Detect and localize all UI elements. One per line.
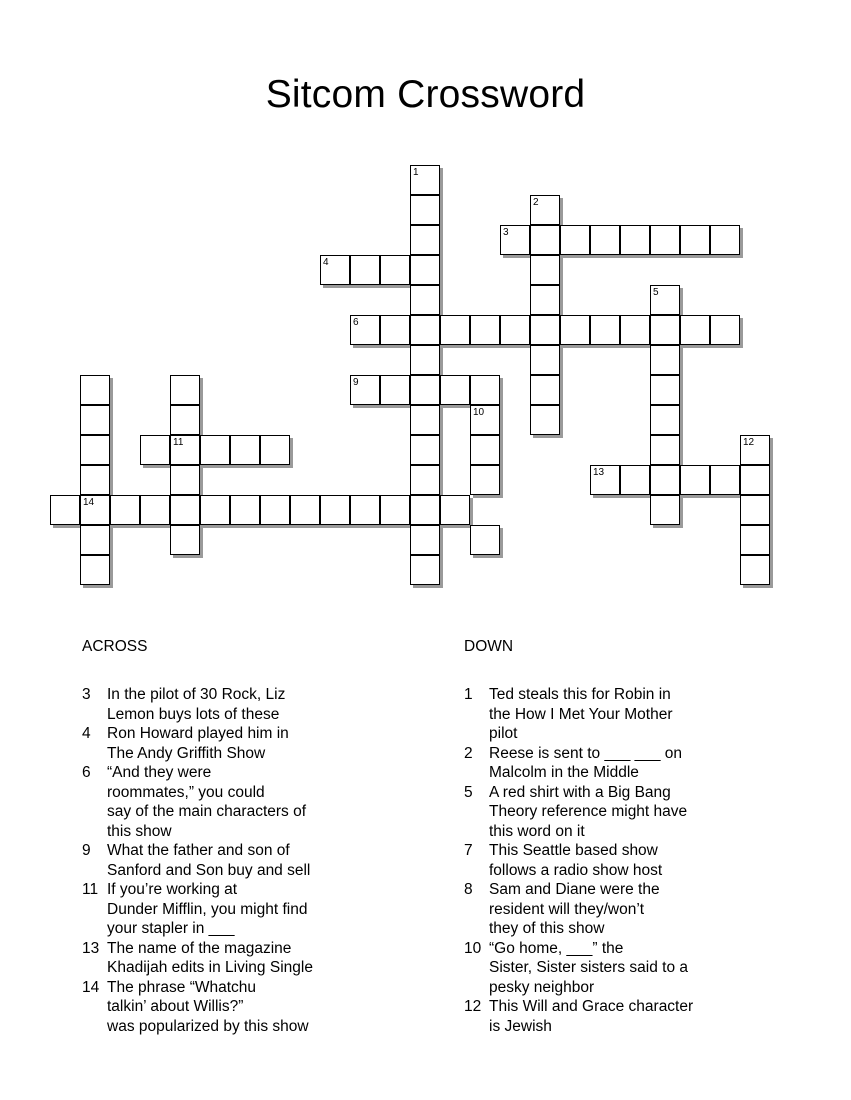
grid-cell[interactable] [740,495,770,525]
cell-number: 4 [323,257,329,268]
grid-cell[interactable] [320,495,350,525]
cell-number: 14 [83,497,95,508]
down-clue-list [464,685,724,1036]
page-title: Sitcom Crossword [265,73,586,116]
cell-number: 6 [353,317,359,328]
down-clue [464,744,724,783]
across-clue [82,978,342,1037]
clue-text: Ron Howard played him in The Andy Griffith Show [107,725,289,762]
across-clue [82,939,342,978]
down-clue [464,783,724,842]
grid-cell[interactable] [680,315,710,345]
clue-number: 10 [464,939,482,957]
grid-cell[interactable] [170,375,200,405]
grid-cell[interactable] [380,315,410,345]
clue-number: 6 [82,764,91,781]
grid-cell[interactable] [80,525,110,555]
grid-cell[interactable] [560,225,590,255]
grid-cell[interactable] [530,195,560,225]
grid-cell[interactable] [530,375,560,405]
grid-cell[interactable] [530,315,560,345]
grid-cell[interactable] [650,225,680,255]
grid-cell[interactable] [680,465,710,495]
grid-cell[interactable] [530,255,560,285]
grid-cell[interactable] [170,465,200,495]
grid-cell[interactable] [80,465,110,495]
grid-cell[interactable] [170,525,200,555]
grid-cell[interactable] [470,315,500,345]
grid-cell[interactable] [650,315,680,345]
cell-number: 13 [593,467,605,478]
down-heading: DOWN [464,638,514,655]
grid-cell[interactable] [80,555,110,585]
grid-cell[interactable] [650,405,680,435]
clue-number: 11 [82,881,99,898]
grid-cell[interactable] [140,435,170,465]
cell-number: 2 [533,197,539,208]
clue-number: 8 [464,881,473,898]
grid-cell[interactable] [140,495,170,525]
grid-cell[interactable] [650,465,680,495]
grid-cell[interactable] [620,465,650,495]
grid-cell[interactable] [740,435,770,465]
grid-cell[interactable] [530,225,560,255]
grid-cell[interactable] [80,435,110,465]
clue-number: 2 [464,744,473,762]
grid-cell[interactable] [320,255,350,285]
grid-cell[interactable] [410,225,440,255]
grid-cell[interactable] [530,285,560,315]
grid-cell[interactable] [500,225,530,255]
clue-number: 9 [82,842,91,859]
grid-cell[interactable] [560,315,590,345]
grid-cell[interactable] [380,255,410,285]
grid-cell[interactable] [170,435,200,465]
clue-text: Ted steals this for Robin in the How I Met Your Mother pilot [489,686,673,742]
across-clue [82,763,342,841]
clue-number: 7 [464,842,473,859]
down-clue [464,997,724,1036]
grid-cell[interactable] [470,435,500,465]
grid-cell[interactable] [710,315,740,345]
cell-number: 10 [473,407,485,418]
clue-number: 1 [464,686,473,703]
grid-cell[interactable] [590,315,620,345]
grid-cell[interactable] [470,525,500,555]
clue-number: 13 [82,939,100,957]
grid-cell[interactable] [200,495,230,525]
grid-cell[interactable] [410,375,440,405]
grid-cell[interactable] [80,405,110,435]
across-heading: ACROSS [82,638,148,655]
down-clue [464,880,724,939]
cell-number: 3 [503,227,509,238]
grid-cell[interactable] [680,225,710,255]
grid-cell[interactable] [410,495,440,525]
grid-cell[interactable] [650,435,680,465]
clue-text: “And they were roommates,” you could say of the main characters of this show [107,764,307,840]
grid-cell[interactable] [650,375,680,405]
clue-number: 12 [464,998,482,1015]
grid-cell[interactable] [740,525,770,555]
cell-number: 5 [653,287,659,298]
grid-cell[interactable] [650,285,680,315]
grid-cell[interactable] [470,405,500,435]
across-clue [82,880,342,939]
grid-cell[interactable] [740,465,770,495]
clue-text: What the father and son of Sanford and Son buy and sell [107,842,311,879]
grid-cell[interactable] [380,495,410,525]
grid-cell[interactable] [110,495,140,525]
grid-cell[interactable] [440,315,470,345]
grid-cell[interactable] [50,495,80,525]
clue-text: Reese is sent to ___ ___ on Malcolm in the Middle [489,744,683,781]
grid-cell[interactable] [410,525,440,555]
grid-cell[interactable] [470,375,500,405]
clue-number: 3 [82,686,91,703]
grid-cell[interactable] [350,495,380,525]
down-clue [464,841,724,880]
grid-cell[interactable] [80,375,110,405]
down-clue [464,939,724,998]
grid-cell[interactable] [530,405,560,435]
clue-text: Sam and Diane were the resident will they/won’t they of this show [489,881,660,937]
grid-cell[interactable] [590,225,620,255]
grid-cell[interactable] [170,495,200,525]
across-clue [82,724,342,763]
grid-cell[interactable] [410,435,440,465]
across-clue [82,685,342,724]
grid-cell[interactable] [290,495,320,525]
grid-cell[interactable] [410,165,440,195]
grid-cell[interactable] [440,495,470,525]
grid-cell[interactable] [710,465,740,495]
clue-text: In the pilot of 30 Rock, Liz Lemon buys lots of these [107,686,286,723]
grid-cell[interactable] [350,315,380,345]
grid-cell[interactable] [470,465,500,495]
grid-cell[interactable] [650,495,680,525]
clue-text: This Seattle based show follows a radio show host [489,842,663,879]
grid-cell[interactable] [230,435,260,465]
clue-text: A red shirt with a Big Bang Theory reference might have this word on it [489,783,688,840]
grid-cell[interactable] [740,555,770,585]
grid-cell[interactable] [350,375,380,405]
grid-cell[interactable] [710,225,740,255]
grid-cell[interactable] [620,225,650,255]
grid-cell[interactable] [410,285,440,315]
grid-cell[interactable] [620,315,650,345]
grid-cell[interactable] [500,315,530,345]
grid-cell[interactable] [170,405,200,435]
grid-cell[interactable] [410,195,440,225]
grid-cell[interactable] [650,345,680,375]
grid-cell[interactable] [80,495,110,525]
grid-cell[interactable] [410,555,440,585]
down-clue [464,685,724,744]
grid-cell[interactable] [590,465,620,495]
clue-number: 5 [464,783,473,801]
grid-cell[interactable] [230,495,260,525]
clue-text: The phrase “Whatchu talkin’ about Willis?” was popularized by this show [107,978,309,1035]
grid-cell[interactable] [410,405,440,435]
cell-number: 9 [353,377,359,388]
cell-number: 11 [173,437,184,448]
clue-text: This Will and Grace character is Jewish [489,998,694,1035]
clue-text: If you’re working at Dunder Mifflin, you might find your stapler in ___ [107,881,308,937]
clue-text: The name of the magazine Khadijah edits in Living Single [107,939,313,976]
cell-number: 1 [413,167,419,178]
grid-cell[interactable] [380,375,410,405]
grid-cell[interactable] [200,435,230,465]
grid-cell[interactable] [410,255,440,285]
clue-text: “Go home, ___” the Sister, Sister sisters said to a pesky neighbor [489,939,688,996]
across-clue-list [82,685,342,1036]
cell-number: 12 [743,437,755,448]
grid-cell[interactable] [410,315,440,345]
across-clues [82,636,342,1036]
clue-number: 14 [82,978,100,996]
grid-cell[interactable] [350,255,380,285]
across-clue [82,841,342,880]
grid-cell[interactable] [530,345,560,375]
grid-cell[interactable] [260,435,290,465]
grid-cell[interactable] [260,495,290,525]
grid-cell[interactable] [440,375,470,405]
grid-cell[interactable] [410,345,440,375]
down-clues [464,636,724,1036]
grid-cell[interactable] [410,465,440,495]
clue-number: 4 [82,725,91,742]
